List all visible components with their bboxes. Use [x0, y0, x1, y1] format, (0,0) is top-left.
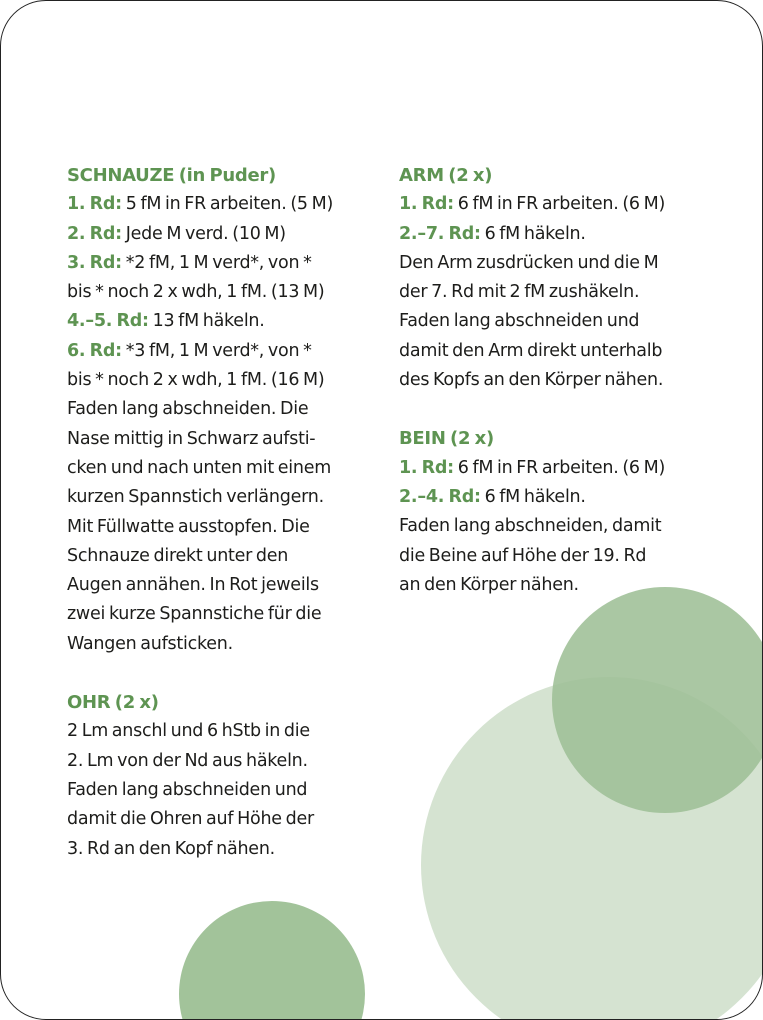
arm-round-2-7: [399, 220, 719, 249]
instruction-line: damit den Arm direkt unterhalb: [399, 340, 663, 361]
instruction-line: Wangen aufsticken.: [67, 633, 233, 654]
instruction-line: die Beine auf Höhe der 19. Rd: [399, 545, 647, 566]
instruction-line: Den Arm zusdrücken und die M: [399, 252, 659, 273]
round-label: 2.–7. Rd:: [399, 223, 481, 244]
right-column: [399, 161, 719, 629]
snout-section: [67, 161, 387, 659]
snout-round-3: [67, 249, 387, 278]
snout-instructions: [67, 395, 387, 659]
snout-round-4-5: [67, 307, 387, 336]
snout-round-1: [67, 190, 387, 219]
instruction-line: Mit Füllwatte ausstopfen. Die: [67, 516, 310, 537]
round-text: 5 fM in FR arbeiten. (5 M): [125, 194, 334, 215]
left-column: [67, 161, 387, 893]
leg-section: [399, 424, 719, 600]
instruction-line: Faden lang abschneiden, damit: [399, 516, 662, 537]
instruction-line: Faden lang abschneiden. Die: [67, 399, 309, 420]
round-label: 3. Rd:: [67, 252, 122, 273]
arm-instructions: [399, 249, 719, 395]
snout-round-2: [67, 220, 387, 249]
round-text: *3 fM, 1 M verd*, von *: [125, 340, 312, 361]
arm-section: [399, 161, 719, 395]
round-text: 6 fM häkeln.: [484, 486, 586, 507]
instruction-line: zwei kurze Spannstiche für die: [67, 604, 322, 625]
instruction-line: Faden lang abschneiden und: [67, 779, 308, 800]
leg-round-2-4: [399, 483, 719, 512]
instruction-line: der 7. Rd mit 2 fM zushäkeln.: [399, 282, 640, 303]
ear-section: [67, 688, 387, 864]
leg-title: BEIN (2 x): [399, 428, 494, 450]
leg-round-1: [399, 454, 719, 483]
arm-title: ARM (2 x): [399, 165, 493, 186]
instruction-line: 3. Rd an den Kopf nähen.: [67, 838, 275, 859]
round-label: 1. Rd:: [67, 194, 122, 215]
instruction-line: Schnauze direkt unter den: [67, 545, 289, 566]
round-label: 1. Rd:: [399, 194, 454, 215]
instruction-line: Nase mittig in Schwarz aufsti-: [67, 428, 316, 449]
snout-round-6-cont: [67, 366, 387, 395]
instruction-line: damit die Ohren auf Höhe der: [67, 809, 314, 830]
instruction-line: 2 Lm anschl und 6 hStb in die: [67, 721, 310, 742]
instruction-line: Augen annähen. In Rot jeweils: [67, 575, 319, 596]
round-label: 1. Rd:: [399, 457, 454, 478]
round-text: bis * noch 2 x wdh, 1 fM. (16 M): [67, 370, 325, 391]
instruction-line: 2. Lm von der Nd aus häkeln.: [67, 750, 308, 771]
round-label: 4.–5. Rd:: [67, 311, 149, 332]
round-text: bis * noch 2 x wdh, 1 fM. (13 M): [67, 282, 325, 303]
snout-title: SCHNAUZE (in Puder): [67, 165, 276, 186]
arm-round-1: [399, 190, 719, 219]
instruction-line: kurzen Spannstich verlängern.: [67, 487, 324, 508]
instruction-line: Faden lang abschneiden und: [399, 311, 640, 332]
instruction-line: des Kopfs an den Körper nähen.: [399, 370, 664, 391]
ear-title: OHR (2 x): [67, 692, 159, 714]
round-label: 6. Rd:: [67, 340, 122, 361]
bottom-circle: [179, 901, 365, 1020]
round-text: *2 fM, 1 M verd*, von *: [125, 252, 312, 273]
round-text: 13 fM häkeln.: [152, 311, 265, 332]
snout-round-6: [67, 337, 387, 366]
ear-instructions: [67, 717, 387, 863]
instruction-line: an den Körper nähen.: [399, 574, 579, 595]
instruction-line: cken und nach unten mit einem: [67, 457, 332, 478]
round-text: Jede M verd. (10 M): [125, 223, 286, 244]
round-text: 6 fM häkeln.: [484, 223, 586, 244]
leg-instructions: [399, 512, 719, 600]
round-text: 6 fM in FR arbeiten. (6 M): [457, 457, 666, 478]
round-label: 2. Rd:: [67, 223, 122, 244]
round-label: 2.–4. Rd:: [399, 486, 481, 507]
snout-round-3-cont: [67, 278, 387, 307]
round-text: 6 fM in FR arbeiten. (6 M): [457, 194, 666, 215]
